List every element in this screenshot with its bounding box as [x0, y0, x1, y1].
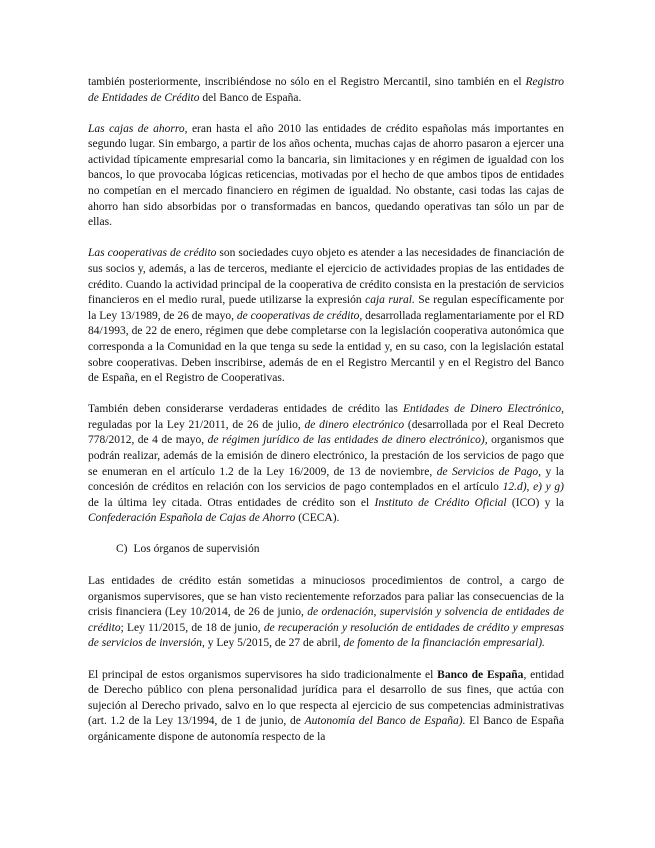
section-title: Los órganos de supervisión — [133, 543, 260, 556]
document-body — [88, 75, 564, 761]
paragraph-supervision: Las entidades de crédito están sometidas a minuciosos procedimientos de control, a cargo de organismos supervisores, que se han visto recientemente reforzados para paliar las consecuencias de la crisis financiera (Ley 10/2014, de 26 de junio, de ordenación, supervisión y solvencia de entidades de crédito; Ley 11/2015, de 18 de junio, de recuperación y resolución de entidades de crédito y empresas de servicios de inversión, y Ley 5/2015, de 27 de abril, de fomento de la financiación empresarial). — [88, 575, 564, 650]
paragraph-dinero-electronico: También deben considerarse verdaderas entidades de crédito las Entidades de Dinero Electrónico, reguladas por la Ley 21/2011, de 26 de julio, de dinero electrónico (desarrollada por el Real Decreto 778/2012, de 4 de mayo, de régimen jurídico de las entidades de dinero electrónico), organismos que podrán realizar, además de la emisión de dinero electrónico, la prestación de los servicios de pago que se enumeran en el artículo 1.2 de la Ley 16/2009, de 13 de noviembre, de Servicios de Pago, y la concesión de créditos en relación con los servicios de pago contemplados en el artículo 12.d), e) y g) de la última ley citada. Otras entidades de crédito son el Instituto de Crédito Oficial (ICO) y la Confederación Española de Cajas de Ahorro (CECA). — [88, 403, 565, 525]
paragraph-cajas-de-ahorro: Las cajas de ahorro, eran hasta el año 2010 las entidades de crédito españolas más importantes en segundo lugar. Sin embargo, a partir de los años ochenta, muchas cajas de ahorro pasaron a ejercer una actividad típicamente empresarial como la bancaria, sin limitaciones y en régimen de igualdad con los bancos, lo que provocaba lógicas reticencias, motivadas por el hecho de que ambos tipos de entidades no competían en el mercado financiero en régimen de igualdad. No obstante, casi todas las cajas de ahorro han sido absorbidas por o transformadas en bancos, quedando operativas tan sólo un par de ellas. — [88, 122, 565, 229]
paragraph-banco-de-espana: El principal de estos organismos supervisores ha sido tradicionalmente el Banco de España, entidad de Derecho público con plena personalidad jurídica para el desarrollo de sus fines, que actúa con sujeción al Derecho privado, salvo en lo que respecta al ejercicio de sus competencias administrativas (art. 1.2 de la Ley 13/1994, de 1 de junio, de Autonomía del Banco de España). El Banco de España orgánicamente dispone de autonomía respecto de la — [88, 668, 565, 743]
section-letter: C) — [116, 543, 128, 556]
paragraph-cooperativas-de-credito: Las cooperativas de crédito son sociedades cuyo objeto es atender a las necesidades de financiación de sus socios y, además, a las de terceros, mediante el ejercicio de actividades propias de las entidades de crédito. Cuando la actividad principal de la cooperativa de crédito consista en la prestación de servicios financieros en el medio rural, puede utilizarse la expresión caja rural. Se regulan específicamente por la Ley 13/1989, de 26 de mayo, de cooperativas de crédito, desarrollada reglamentariamente por el RD 84/1993, de 22 de enero, régimen que debe completarse con la legislación cooperativa autonómica que corresponda a la Comunidad en la que tenga su sede la entidad y, en su caso, con la legislación estatal sobre cooperativas. Deben inscribirse, además de en el Registro Mercantil y en el Registro del Banco de España, en el Registro de Cooperativas. — [88, 247, 565, 385]
section-heading-organos-supervision — [88, 542, 564, 558]
paragraph-registro: también posteriormente, inscribiéndose no sólo en el Registro Mercantil, sino también en el Registro de Entidades de Crédito del Banco de España. — [88, 76, 564, 104]
